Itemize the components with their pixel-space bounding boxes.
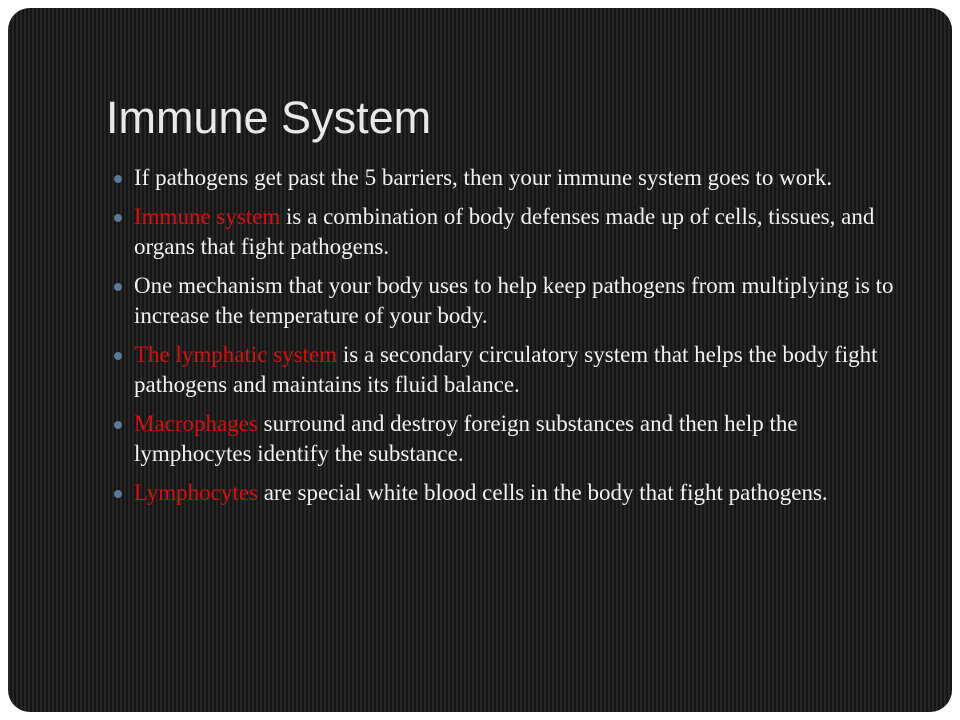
bullet-term: The lymphatic system <box>134 341 338 367</box>
bullet-text: If pathogens get past the 5 barriers, then your immune system goes to work. <box>134 165 833 190</box>
bullet-item <box>108 409 908 470</box>
bullet-text: One mechanism that your body uses to help keep pathogens from multiplying is to increase the temperature of your body. <box>134 272 894 328</box>
bullet-text: are special white blood cells in the body that fight pathogens. <box>257 479 828 505</box>
bullet-term: Macrophages <box>134 410 258 436</box>
bullet-dot-icon <box>114 283 122 291</box>
bullet-dot-icon <box>114 421 122 429</box>
bullet-text: surround and destroy foreign substances and then help the lymphocytes identify the substance. <box>134 410 798 466</box>
slide-title: Immune System <box>106 92 432 143</box>
bullet-dot-icon <box>114 490 122 498</box>
bullet-item <box>108 163 908 194</box>
bullet-dot-icon <box>114 175 122 183</box>
bullet-item <box>108 478 908 509</box>
bullet-item <box>108 340 908 401</box>
bullet-list <box>108 163 908 516</box>
bullet-dot-icon <box>114 352 122 360</box>
bullet-dot-icon <box>114 214 122 222</box>
bullet-text: is a secondary circulatory system that helps the body fight pathogens and maintains its fluid balance. <box>134 341 878 397</box>
slide <box>8 8 952 712</box>
bullet-term: Immune system <box>134 203 281 229</box>
bullet-term: Lymphocytes <box>134 479 258 505</box>
bullet-item <box>108 271 908 332</box>
bullet-item <box>108 202 908 263</box>
bullet-text: is a combination of body defenses made up of cells, tissues, and organs that fight pathogens. <box>134 203 875 259</box>
